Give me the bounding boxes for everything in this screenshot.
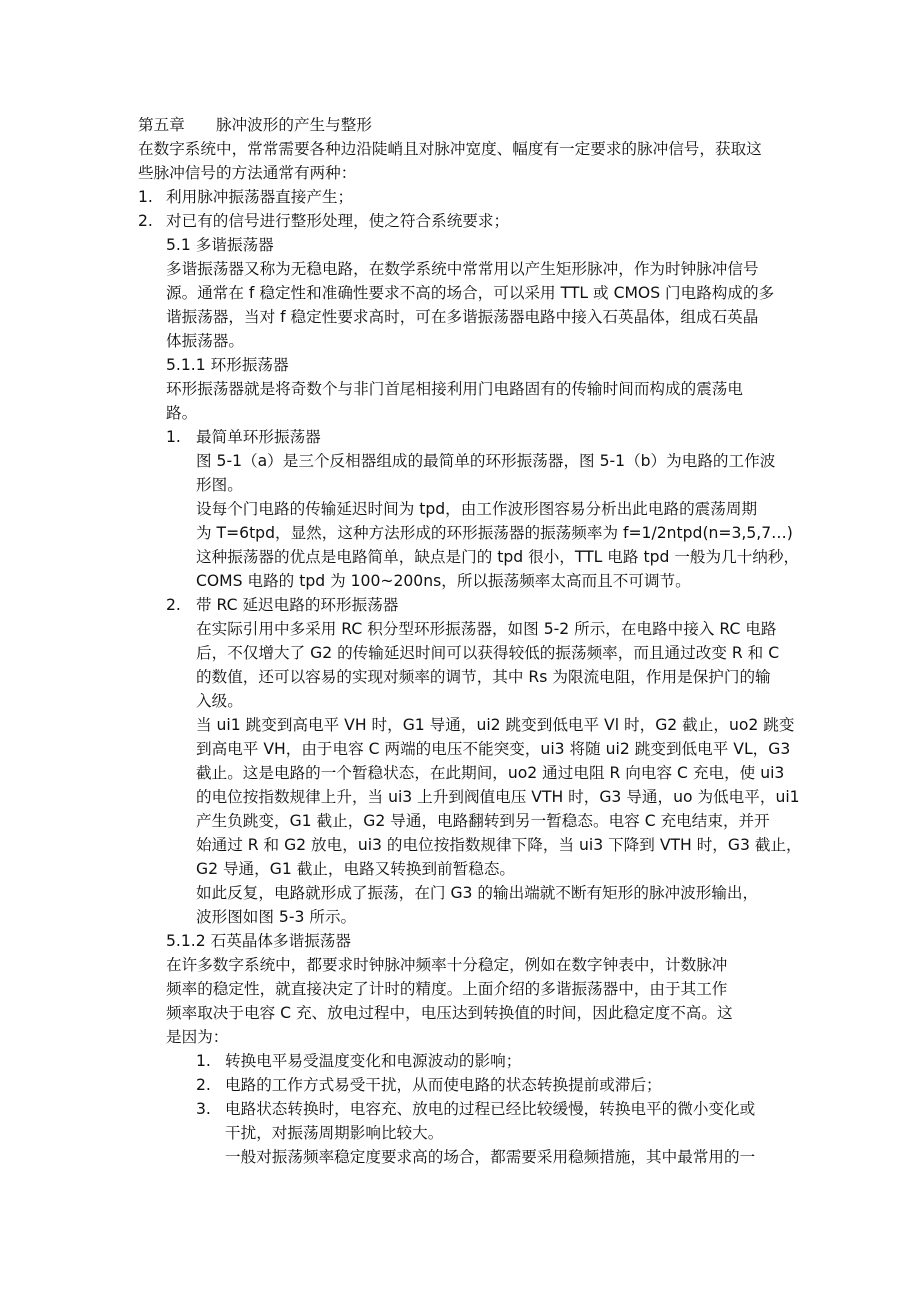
- text-line: [0, 449, 920, 473]
- text-line: [0, 545, 920, 569]
- line-text: 利用脉冲振荡器直接产生；: [166, 188, 354, 206]
- text-line: [0, 161, 920, 185]
- line-text: COMS 电路的 tpd 为 100~200ns，所以振荡频率太高而且不可调节。: [196, 572, 691, 590]
- text-line: [0, 401, 920, 425]
- text-line: [0, 281, 920, 305]
- line-text: 形图。: [196, 476, 243, 494]
- text-line: [0, 521, 920, 545]
- text-line: [0, 689, 920, 713]
- text-line: [0, 953, 920, 977]
- list-item: [0, 1073, 920, 1097]
- text-line: [0, 305, 920, 329]
- text-line: [0, 473, 920, 497]
- text-line: [0, 665, 920, 689]
- list-number: 2.: [166, 596, 181, 614]
- list-item: [0, 209, 920, 233]
- list-number: 1.: [166, 428, 181, 446]
- line-text: 5.1.2 石英晶体多谐振荡器: [166, 932, 351, 950]
- text-line: [0, 977, 920, 1001]
- line-text: 频率取决于电容 C 充、放电过程中，电压达到转换值的时间，因此稳定度不高。这: [166, 1004, 733, 1022]
- line-text: 产生负跳变，G1 截止，G2 导通，电路翻转到另一暂稳态。电容 C 充电结束，并开: [196, 812, 770, 830]
- line-text: 这种振荡器的优点是电路简单，缺点是门的 tpd 很小，TTL 电路 tpd 一般为几十纳秒，: [196, 548, 800, 566]
- list-number: 1.: [196, 1052, 211, 1070]
- text-line: [0, 257, 920, 281]
- line-text: 些脉冲信号的方法通常有两种：: [138, 164, 357, 182]
- list-item: [0, 425, 920, 449]
- text-line: [0, 1121, 920, 1145]
- list-number: 2.: [138, 212, 153, 230]
- line-text: 路。: [166, 404, 198, 422]
- list-number: 2.: [196, 1076, 211, 1094]
- text-line: [0, 641, 920, 665]
- text-line: [0, 785, 920, 809]
- line-text: 对已有的信号进行整形处理，使之符合系统要求；: [166, 212, 510, 230]
- line-text: 在数字系统中，常常需要各种边沿陡峭且对脉冲宽度、幅度有一定要求的脉冲信号，获取这: [138, 140, 762, 158]
- line-text: 在实际引用中多采用 RC 积分型环形振荡器，如图 5-2 所示，在电路中接入 RC 电路: [196, 620, 777, 638]
- line-text: 入级。: [196, 692, 243, 710]
- line-text: 第五章 脉冲波形的产生与整形: [138, 116, 372, 134]
- list-item: [0, 1097, 920, 1121]
- line-text: 一般对振荡频率稳定度要求高的场合，都需要采用稳频措施，其中最常用的一: [225, 1148, 756, 1166]
- line-text: 电路的工作方式易受干扰，从而使电路的状态转换提前或滞后；: [225, 1076, 662, 1094]
- line-text: 是因为：: [166, 1028, 229, 1046]
- line-text: 的电位按指数规律上升，当 ui3 上升到阀值电压 VTH 时，G3 导通，uo 为低电平，ui1: [196, 788, 800, 806]
- text-line: [0, 929, 920, 953]
- text-line: [0, 113, 920, 137]
- text-line: [0, 881, 920, 905]
- line-text: G2 导通，G1 截止，电路又转换到前暂稳态。: [196, 860, 516, 878]
- text-line: [0, 1001, 920, 1025]
- text-line: [0, 329, 920, 353]
- line-text: 多谐振荡器又称为无稳电路，在数学系统中常常用以产生矩形脉冲，作为时钟脉冲信号: [166, 260, 759, 278]
- line-text: 频率的稳定性，就直接决定了计时的精度。上面介绍的多谐振荡器中，由于其工作: [166, 980, 728, 998]
- document-body: [0, 113, 920, 1169]
- text-line: [0, 617, 920, 641]
- text-line: [0, 761, 920, 785]
- list-item: [0, 185, 920, 209]
- line-text: 设每个门电路的传输延迟时间为 tpd，由工作波形图容易分析出此电路的震荡周期: [196, 500, 758, 518]
- line-text: 到高电平 VH，由于电容 C 两端的电压不能突变，ui3 将随 ui2 跳变到低电平 VL，G3: [196, 740, 791, 758]
- line-text: 转换电平易受温度变化和电源波动的影响；: [225, 1052, 522, 1070]
- line-text: 在许多数字系统中，都要求时钟脉冲频率十分稳定，例如在数字钟表中，计数脉冲: [166, 956, 728, 974]
- line-text: 波形图如图 5-3 所示。: [196, 908, 357, 926]
- line-text: 截止。这是电路的一个暂稳状态，在此期间，uo2 通过电阻 R 向电容 C 充电，使 ui3: [196, 764, 785, 782]
- line-text: 为 T=6tpd，显然，这种方法形成的环形振荡器的振荡频率为 f=1/2ntpd(n=3,5,7…): [196, 524, 793, 542]
- text-line: [0, 233, 920, 257]
- text-line: [0, 713, 920, 737]
- line-text: 电路状态转换时，电容充、放电的过程已经比较缓慢，转换电平的微小变化或: [225, 1100, 756, 1118]
- text-line: [0, 833, 920, 857]
- line-text: 谐振荡器，当对 f 稳定性要求高时，可在多谐振荡器电路中接入石英晶体，组成石英晶: [166, 308, 759, 326]
- list-number: 3.: [196, 1100, 211, 1118]
- text-line: [0, 353, 920, 377]
- line-text: 当 ui1 跳变到高电平 VH 时，G1 导通，ui2 跳变到低电平 Vl 时，G2 截止，uo2 跳变: [196, 716, 795, 734]
- line-text: 带 RC 延迟电路的环形振荡器: [196, 596, 399, 614]
- line-text: 如此反复，电路就形成了振荡，在门 G3 的输出端就不断有矩形的脉冲波形输出，: [196, 884, 759, 902]
- text-line: [0, 569, 920, 593]
- line-text: 5.1.1 环形振荡器: [166, 356, 289, 374]
- text-line: [0, 1025, 920, 1049]
- text-line: [0, 497, 920, 521]
- text-line: [0, 1145, 920, 1169]
- line-text: 始通过 R 和 G2 放电，ui3 的电位按指数规律下降，当 ui3 下降到 VTH 时，G3 截止，: [196, 836, 802, 854]
- line-text: 图 5-1（a）是三个反相器组成的最简单的环形振荡器，图 5-1（b）为电路的工作波: [196, 452, 776, 470]
- text-line: [0, 137, 920, 161]
- line-text: 5.1 多谐振荡器: [166, 236, 274, 254]
- text-line: [0, 809, 920, 833]
- line-text: 后，不仅增大了 G2 的传输延迟时间可以获得较低的振荡频率，而且通过改变 R 和 C: [196, 644, 780, 662]
- text-line: [0, 905, 920, 929]
- line-text: 源。通常在 f 稳定性和准确性要求不高的场合，可以采用 TTL 或 CMOS 门电路构成的多: [166, 284, 775, 302]
- line-text: 干扰，对振荡周期影响比较大。: [225, 1124, 444, 1142]
- list-item: [0, 1049, 920, 1073]
- line-text: 体振荡器。: [166, 332, 244, 350]
- line-text: 的数值，还可以容易的实现对频率的调节，其中 Rs 为限流电阻，作用是保护门的输: [196, 668, 771, 686]
- list-item: [0, 593, 920, 617]
- line-text: 环形振荡器就是将奇数个与非门首尾相接利用门电路固有的传输时间而构成的震荡电: [166, 380, 743, 398]
- text-line: [0, 377, 920, 401]
- text-line: [0, 737, 920, 761]
- list-number: 1.: [138, 188, 153, 206]
- text-line: [0, 857, 920, 881]
- line-text: 最简单环形振荡器: [196, 428, 321, 446]
